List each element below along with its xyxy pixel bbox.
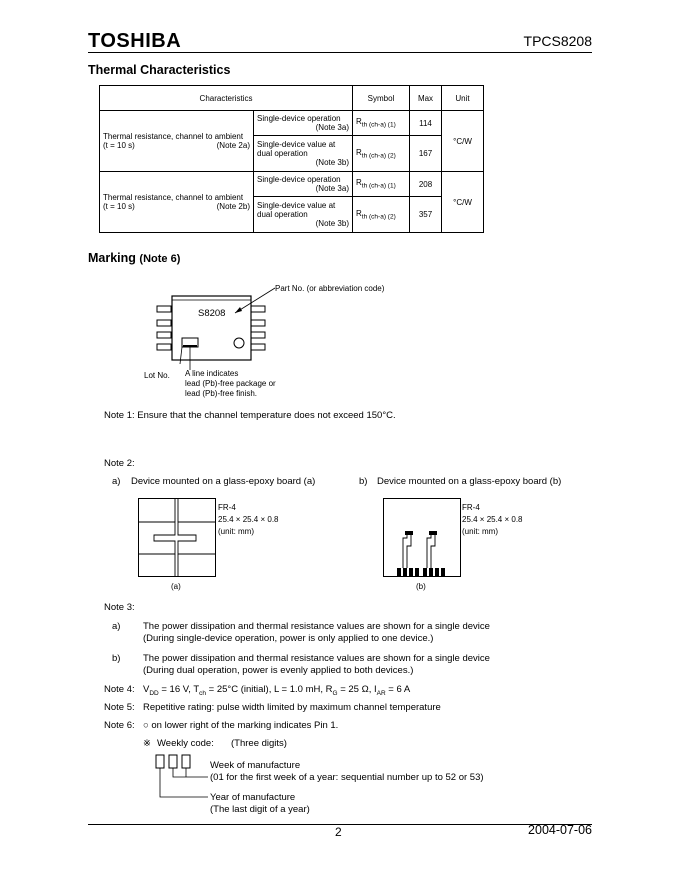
board-a-spec	[218, 502, 279, 538]
thermal-table	[99, 85, 484, 233]
pin1-circle-icon	[234, 338, 244, 348]
caption-a: (a)	[171, 582, 181, 591]
note3a-line1: The power dissipation and thermal resistance values are shown for a single device	[143, 621, 490, 632]
week-leader	[173, 768, 208, 777]
board-b-pin	[435, 568, 439, 576]
table-row	[100, 111, 484, 136]
note3b-marker: b)	[112, 653, 121, 664]
board-b-diagram	[383, 498, 461, 578]
digit-box	[156, 755, 164, 768]
lead	[251, 332, 265, 338]
symbol-sub: th (ch-a) (2)	[361, 213, 396, 221]
note3b-line2: (During dual operation, power is evenly applied to both devices.)	[143, 665, 414, 676]
symbol-sub: th (ch-a) (2)	[361, 152, 396, 160]
symbol-sub: th (ch-a) (1)	[361, 121, 396, 129]
board-b-pin	[415, 568, 419, 576]
unit-cell: °C/W	[442, 172, 484, 233]
marking-title-text: Marking	[88, 251, 136, 265]
year-leader	[160, 768, 208, 797]
op-note: (Note 3b)	[315, 158, 349, 167]
op-line1: Single-device operation	[257, 175, 341, 184]
note2a-marker: a)	[112, 476, 121, 487]
unit-cell: °C/W	[442, 111, 484, 172]
page-number: 2	[335, 825, 342, 839]
lead	[251, 344, 265, 350]
symbol-main: R	[356, 147, 362, 157]
note4-part3: = 25 Ω, I	[337, 684, 377, 695]
year-line1: Year of manufacture	[210, 792, 296, 803]
note5-label: Note 5:	[104, 702, 135, 713]
board-b-pin	[403, 568, 407, 576]
note4-tch-sub: ch	[199, 689, 207, 697]
lead	[157, 320, 171, 326]
op-note: (Note 3a)	[315, 123, 349, 132]
board-b-dims: 25.4 × 25.4 × 0.8	[462, 515, 523, 524]
note4-text	[143, 684, 410, 697]
lead	[157, 332, 171, 338]
symbol-main: R	[356, 178, 362, 188]
part-label: Part No. (or abbreviation code)	[275, 284, 385, 293]
symbol-sub: th (ch-a) (1)	[361, 182, 396, 190]
package-body	[172, 296, 251, 360]
note3a-line2: (During single-device operation, power is only applied to one device.)	[143, 633, 434, 644]
note4-part2: = 25°C (initial), L = 1.0 mH, R	[206, 684, 333, 695]
board-a-dims: 25.4 × 25.4 × 0.8	[218, 515, 279, 524]
table-row	[100, 172, 484, 197]
symbol-cell	[353, 172, 410, 197]
col-max: Max	[410, 86, 442, 111]
part-number: TPCS8208	[523, 33, 592, 49]
group-label	[100, 172, 254, 233]
note3b-text	[143, 653, 490, 677]
max-cell: 114	[410, 111, 442, 136]
group-label-line1: Thermal resistance, channel to ambient	[103, 193, 244, 202]
note2-title: Note 2:	[104, 458, 135, 469]
digit-box	[169, 755, 177, 768]
caption-b: (b)	[416, 582, 426, 591]
note4-iar-sub: AR	[376, 689, 386, 697]
board-a-diagram	[138, 498, 216, 578]
marking-title-note: (Note 6)	[139, 253, 181, 265]
week-line2: (01 for the first week of a year: sequential number up to 52 or 53)	[210, 772, 484, 783]
col-symbol: Symbol	[353, 86, 410, 111]
col-characteristics: Characteristics	[100, 86, 353, 111]
op-note: (Note 3b)	[315, 219, 349, 228]
board-a-material: FR-4	[218, 503, 236, 512]
board-b-material: FR-4	[462, 503, 480, 512]
footer-date: 2004-07-06	[528, 823, 592, 837]
weekly-mark: ※	[143, 738, 151, 749]
marking-title	[88, 251, 180, 265]
note1: Note 1: Ensure that the channel temperature does not exceed 150°C.	[104, 410, 396, 421]
op-line1: Single-device value at	[257, 140, 336, 149]
note4-vdd: V	[143, 684, 150, 695]
chip-marking-text: S8208	[198, 308, 226, 319]
lead	[157, 306, 171, 312]
group-label-note: (Note 2a)	[216, 141, 250, 150]
note4-part4: = 6 A	[385, 684, 411, 695]
lead	[251, 306, 265, 312]
note3a-marker: a)	[112, 621, 121, 632]
op-line1: Single-device operation	[257, 114, 341, 123]
operation-cell	[254, 136, 353, 172]
max-cell: 357	[410, 197, 442, 233]
group-label-cond: (t = 10 s)	[103, 141, 135, 150]
board-b-spec	[462, 502, 523, 538]
lead	[157, 344, 171, 350]
note3-title: Note 3:	[104, 602, 135, 613]
note2b-text: Device mounted on a glass-epoxy board (b)	[377, 476, 562, 487]
note4-rg-sub: G	[332, 689, 338, 697]
note5-text: Repetitive rating: pulse width limited by maximum channel temperature	[143, 702, 441, 713]
max-cell: 167	[410, 136, 442, 172]
symbol-cell	[353, 136, 410, 172]
board-a-outline	[139, 499, 216, 577]
note3a-text	[143, 621, 490, 645]
symbol-cell	[353, 197, 410, 233]
board-a-unit: (unit: mm)	[218, 527, 254, 536]
board-b-pin	[429, 568, 433, 576]
lot-label: Lot No.	[144, 371, 170, 380]
note3b-line1: The power dissipation and thermal resistance values are shown for a single device	[143, 653, 490, 664]
board-b-pin	[397, 568, 401, 576]
operation-cell	[254, 172, 353, 197]
op-note: (Note 3a)	[315, 184, 349, 193]
group-label-cond: (t = 10 s)	[103, 202, 135, 211]
note4-vdd-sub: DD	[149, 689, 159, 697]
line-label-1: A line indicates	[185, 369, 239, 378]
week-line1: Week of manufacture	[210, 760, 301, 771]
board-b-unit: (unit: mm)	[462, 527, 498, 536]
op-line1: Single-device value at	[257, 201, 336, 210]
line-label-3: lead (Pb)-free finish.	[185, 389, 258, 398]
line-label	[185, 369, 276, 399]
line-label-2: lead (Pb)-free package or	[185, 379, 276, 388]
lead	[251, 320, 265, 326]
operation-cell	[254, 197, 353, 233]
board-b-pin	[423, 568, 427, 576]
board-b-pin	[409, 568, 413, 576]
toshiba-logo: TOSHIBA	[88, 30, 182, 52]
board-b-pad	[429, 531, 437, 535]
symbol-cell	[353, 111, 410, 136]
operation-cell	[254, 111, 353, 136]
note4-part1: = 16 V, T	[158, 684, 200, 695]
year-line2: (The last digit of a year)	[210, 804, 310, 815]
week-desc	[210, 760, 484, 784]
digit-box	[182, 755, 190, 768]
note6-text: ○ on lower right of the marking indicates Pin 1.	[143, 720, 339, 731]
note4-label: Note 4:	[104, 684, 135, 695]
thermal-title: Thermal Characteristics	[88, 63, 231, 77]
op-line2: dual operation	[257, 149, 308, 158]
year-desc	[210, 792, 310, 816]
group-label-note: (Note 2b)	[216, 202, 250, 211]
col-unit: Unit	[442, 86, 484, 111]
note6-label: Note 6:	[104, 720, 135, 731]
board-b-outline	[384, 499, 461, 577]
note2a-text: Device mounted on a glass-epoxy board (a)	[131, 476, 316, 487]
note2b-marker: b)	[359, 476, 368, 487]
group-label-line1: Thermal resistance, channel to ambient	[103, 132, 244, 141]
group-label	[100, 111, 254, 172]
op-line2: dual operation	[257, 210, 308, 219]
weekly-digits: (Three digits)	[231, 738, 287, 749]
weekly-label: Weekly code:	[157, 738, 214, 749]
board-b-pad	[405, 531, 413, 535]
symbol-main: R	[356, 117, 362, 127]
symbol-main: R	[356, 208, 362, 218]
table-header-row	[100, 86, 484, 111]
board-b-pin	[441, 568, 445, 576]
header-rule	[88, 52, 592, 53]
max-cell: 208	[410, 172, 442, 197]
